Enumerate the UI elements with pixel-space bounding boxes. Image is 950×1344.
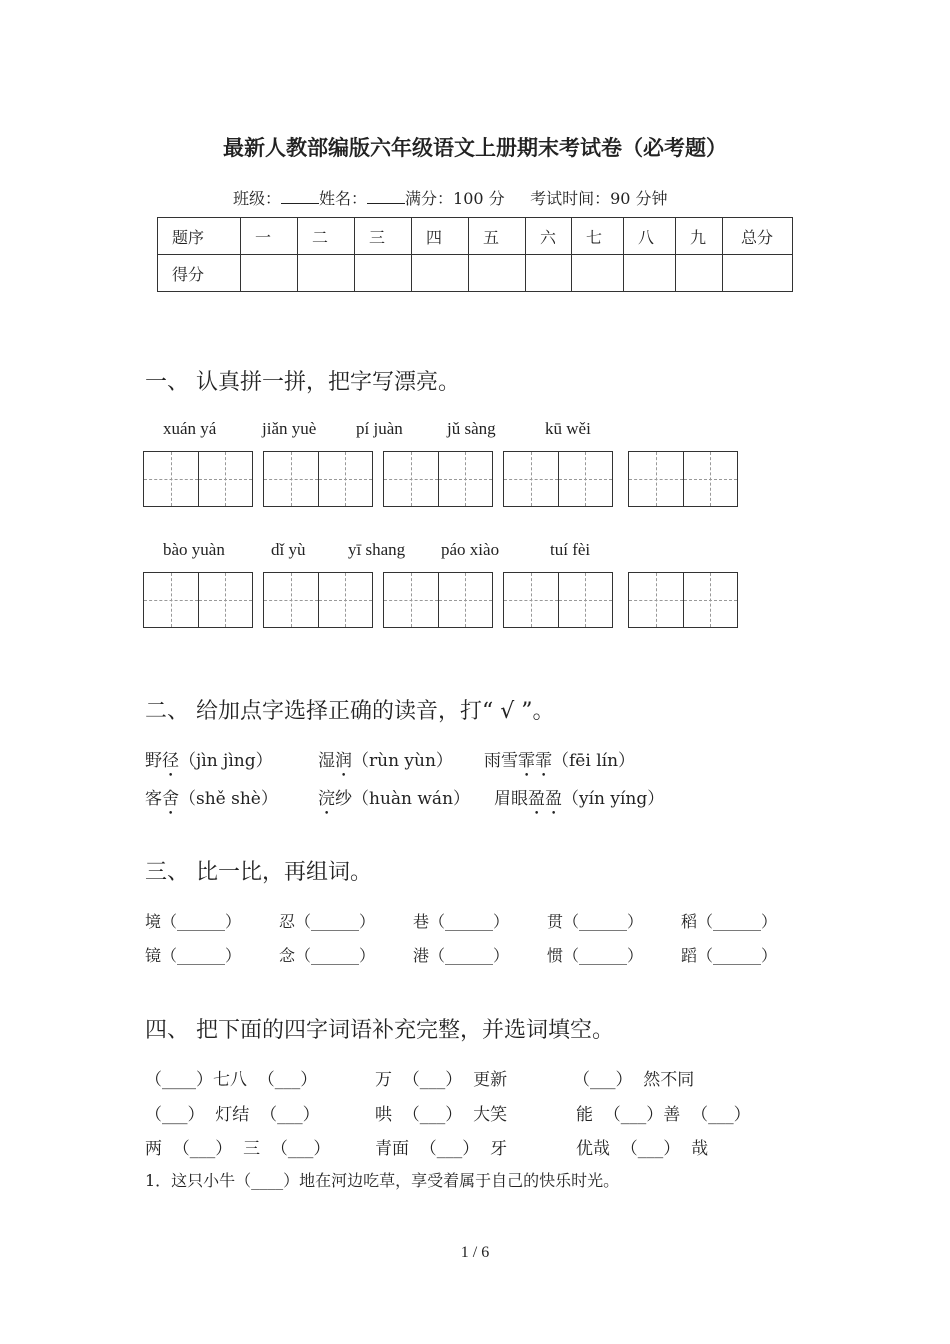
writing-grid[interactable]: [628, 572, 738, 628]
writing-grid[interactable]: [503, 572, 613, 628]
exam-info: [233, 186, 668, 209]
compare-item: 惯（______）: [547, 946, 644, 965]
writing-cell[interactable]: [558, 452, 613, 506]
item-text: 纱: [335, 789, 352, 809]
score-table-cell: 四: [412, 218, 469, 255]
writing-cell[interactable]: [629, 452, 683, 506]
section1-heading: 一、 认真拼一拼，把字写漂亮。: [145, 370, 460, 395]
score-table-cell: 二: [298, 218, 355, 255]
dotted-char: 舍: [162, 789, 179, 809]
compare-item: 稻（______）: [681, 912, 778, 931]
writing-cell[interactable]: [438, 573, 493, 627]
score-blank-cell[interactable]: [355, 255, 412, 292]
writing-cell[interactable]: [384, 452, 438, 506]
name-label: 姓名：: [319, 189, 368, 208]
dotted-char: 盈盈: [528, 789, 562, 809]
score-label: 满分：100 分: [405, 189, 505, 208]
score-table: [157, 217, 793, 292]
section2-heading: 二、 给加点字选择正确的读音，打“ √ ”。: [145, 699, 555, 724]
writing-grid[interactable]: [263, 572, 373, 628]
writing-grid[interactable]: [143, 572, 253, 628]
name-blank: [367, 188, 405, 204]
writing-cell[interactable]: [558, 573, 613, 627]
dotted-char: 润: [335, 751, 352, 771]
writing-grid[interactable]: [383, 572, 493, 628]
compare-item: 蹈（______）: [681, 946, 778, 965]
pinyin-label: jiǎn yuè: [262, 419, 317, 438]
score-table-cell: 一: [241, 218, 298, 255]
compare-item: 巷（______）: [413, 912, 510, 931]
dotted-char: 浣: [318, 789, 335, 809]
score-blank-cell[interactable]: [723, 255, 793, 292]
writing-cell[interactable]: [144, 573, 198, 627]
class-label: 班级：: [233, 189, 282, 208]
score-table-cell: 五: [469, 218, 526, 255]
writing-cell[interactable]: [264, 452, 318, 506]
pinyin-label: yī shang: [348, 540, 406, 559]
reading-item: [494, 784, 664, 819]
fill-blank-question: 1．这只小牛（____）地在河边吃草，享受着属于自己的快乐时光。: [145, 1171, 620, 1190]
item-text: 雨雪: [484, 751, 518, 771]
writing-grid[interactable]: [383, 451, 493, 507]
idiom-item: 哄 （___） 大笑: [375, 1105, 508, 1125]
idiom-item: （___） 然不同: [573, 1070, 695, 1090]
score-table-cell: 题序: [158, 218, 241, 255]
dotted-char: 霏霏: [518, 751, 552, 771]
compare-item: 贯（______）: [547, 912, 644, 931]
score-table-score-row: [158, 255, 793, 292]
score-table-cell: 七: [572, 218, 624, 255]
exam-title: 最新人教部编版六年级语文上册期末考试卷（必考题）: [223, 135, 727, 160]
pinyin-label: xuán yá: [163, 419, 217, 438]
idiom-item: 万 （___） 更新: [375, 1070, 508, 1090]
dotted-char: 径: [162, 751, 179, 771]
section4-heading: 四、 把下面的四字词语补充完整，并选词填空。: [145, 1018, 614, 1043]
reading-item: [145, 746, 273, 781]
idiom-item: 青面 （___） 牙: [375, 1139, 508, 1159]
score-blank-cell[interactable]: [572, 255, 624, 292]
writing-grid[interactable]: [503, 451, 613, 507]
idiom-item: （____）七八 （___）: [145, 1070, 318, 1090]
pinyin-label: pí juàn: [356, 419, 403, 438]
writing-grid[interactable]: [263, 451, 373, 507]
item-text: 眉眼: [494, 789, 528, 809]
item-pinyin: （yín yíng）: [562, 789, 665, 809]
score-blank-cell[interactable]: [624, 255, 676, 292]
pinyin-label: tuí fèi: [550, 540, 591, 559]
writing-cell[interactable]: [683, 573, 738, 627]
writing-cell[interactable]: [384, 573, 438, 627]
idiom-item: （___） 灯结 （___）: [145, 1105, 320, 1125]
compare-item: 港（______）: [413, 946, 510, 965]
writing-grid[interactable]: [628, 451, 738, 507]
compare-item: 境（______）: [145, 912, 242, 931]
writing-cell[interactable]: [318, 452, 373, 506]
page-number: 1 / 6: [460, 1244, 490, 1261]
item-pinyin: （jìn jìng）: [179, 751, 273, 771]
score-blank-cell[interactable]: [241, 255, 298, 292]
compare-item: 念（______）: [279, 946, 376, 965]
item-pinyin: （rùn yùn）: [352, 751, 453, 771]
reading-item: [318, 746, 453, 781]
reading-item: [318, 784, 470, 819]
pinyin-label: jǔ sàng: [447, 419, 496, 438]
score-blank-cell[interactable]: [298, 255, 355, 292]
compare-item: 忍（______）: [279, 912, 376, 931]
reading-item: [145, 784, 278, 819]
score-blank-cell[interactable]: [526, 255, 572, 292]
pinyin-label: páo xiào: [441, 540, 500, 559]
score-blank-cell[interactable]: [469, 255, 526, 292]
score-blank-cell[interactable]: [676, 255, 723, 292]
writing-cell[interactable]: [318, 573, 373, 627]
idiom-item: 优哉 （___） 哉: [576, 1139, 709, 1159]
score-row-label: 得分: [158, 255, 241, 292]
idiom-item: 两 （___） 三 （___）: [145, 1139, 331, 1159]
compare-item: 镜（______）: [145, 946, 242, 965]
writing-cell[interactable]: [504, 452, 558, 506]
score-table-cell: 八: [624, 218, 676, 255]
item-text: 野: [145, 751, 162, 771]
writing-cell[interactable]: [264, 573, 318, 627]
pinyin-label: dǐ yù: [271, 540, 306, 559]
writing-cell[interactable]: [629, 573, 683, 627]
section3-heading: 三、 比一比，再组词。: [145, 860, 372, 885]
score-table-cell: 九: [676, 218, 723, 255]
item-pinyin: （shě shè）: [179, 789, 278, 809]
writing-cell[interactable]: [198, 573, 253, 627]
score-table-header-row: [158, 218, 793, 255]
writing-grid[interactable]: [143, 451, 253, 507]
reading-item: [484, 746, 635, 781]
item-pinyin: （fēi lín）: [552, 751, 636, 771]
class-blank: [281, 188, 319, 204]
item-text: 客: [145, 789, 162, 809]
writing-cell[interactable]: [683, 452, 738, 506]
item-pinyin: （huàn wán）: [352, 789, 471, 809]
idiom-item: 能 （___）善 （___）: [576, 1105, 751, 1125]
writing-cell[interactable]: [438, 452, 493, 506]
pinyin-label: kū wěi: [545, 419, 591, 438]
score-blank-cell[interactable]: [412, 255, 469, 292]
score-table-cell: 三: [355, 218, 412, 255]
score-table-cell: 总分: [723, 218, 793, 255]
writing-cell[interactable]: [504, 573, 558, 627]
time-label: 考试时间：90 分钟: [530, 189, 668, 208]
writing-cell[interactable]: [198, 452, 253, 506]
pinyin-label: bào yuàn: [163, 540, 225, 559]
item-text: 湿: [318, 751, 335, 771]
writing-cell[interactable]: [144, 452, 198, 506]
score-table-cell: 六: [526, 218, 572, 255]
